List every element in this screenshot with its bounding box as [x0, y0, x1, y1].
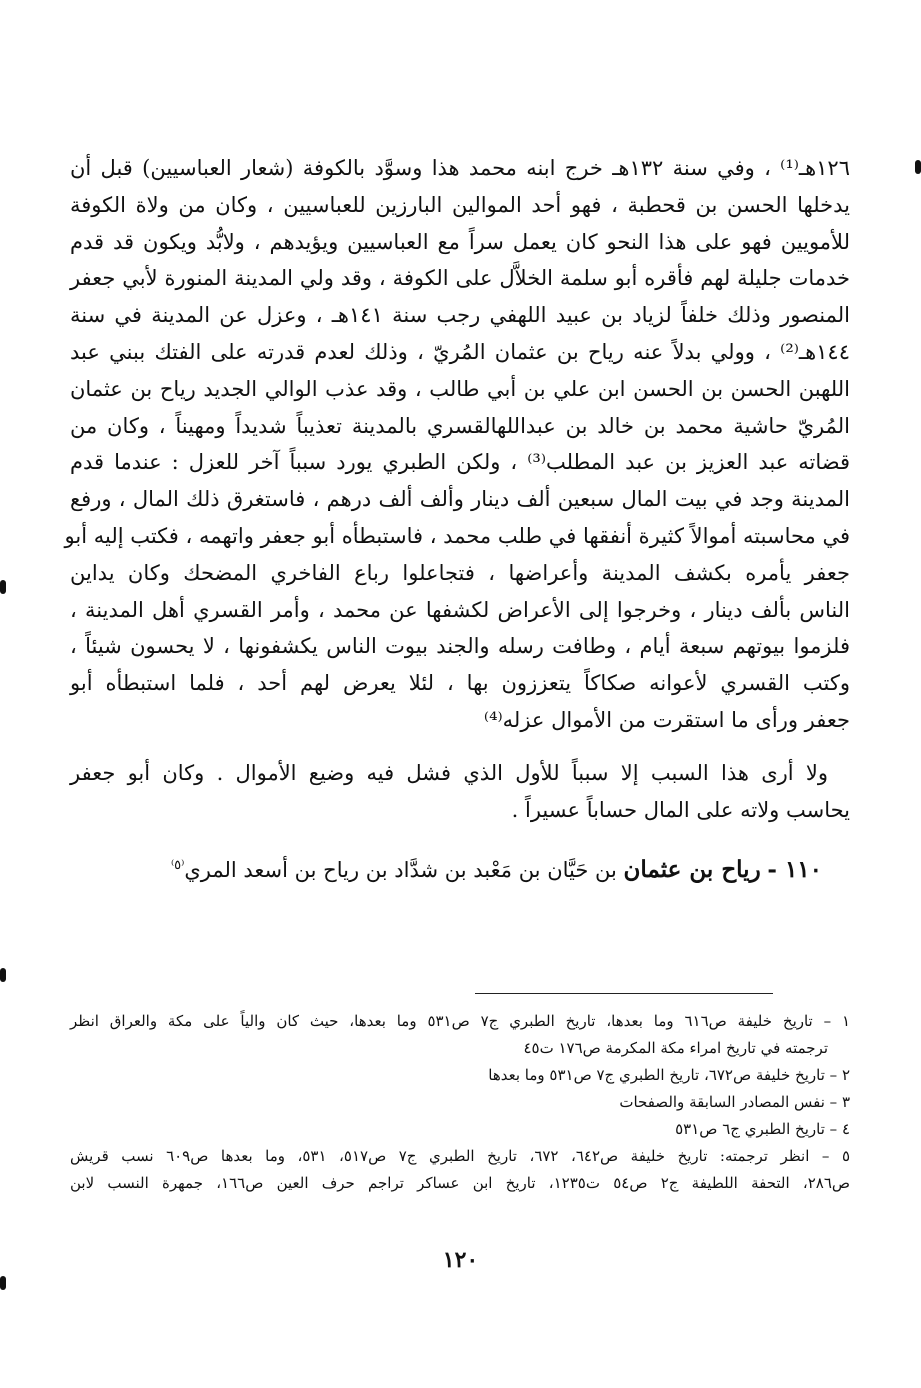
scan-edge-mark — [0, 968, 6, 982]
paragraph-gap — [70, 739, 850, 755]
text-line: خدمات جليلة لهم فأقره أبو سلمة الخلاَّل على الكوفة ، وقد ولي المدينة المنورة لأبي جعفر — [70, 266, 850, 291]
text-line: يدخلها الحسن بن قحطبة ، فهو أحد الموالين البارزين للعباسيين ، وكان من ولاة الكوفة — [70, 192, 850, 217]
entry-name: رياح بن عثمان — [623, 856, 761, 884]
text-line: وكتب القسري لأعوانه صكاكاً يتعززون بها ، لئلا يعرض لهم أحد ، فلما استبطأه أبو — [70, 671, 850, 696]
scan-edge-mark — [0, 580, 6, 594]
scan-edge-mark — [0, 1276, 6, 1290]
entry-lineage: بن حَيَّان بن مَعْبد بن شدَّاد بن رياح بن أسعد المري — [184, 858, 617, 883]
text-line: يحاسب ولاته على المال حساباً عسيراً . — [511, 797, 850, 822]
text-line: الناس بألف دينار ، وخرجوا إلى الأعراض لكشفها عن محمد ، وأمر القسري أهل المدينة ، — [70, 597, 850, 622]
main-text — [64, 150, 851, 886]
text-line: ١٢٦هـ⁽¹⁾ ، وفي سنة ١٣٢هـ خرج ابنه محمد هذا وسوَّد بالكوفة (شعار العباسيين) قبل أن — [70, 156, 850, 180]
entry-heading — [70, 846, 850, 886]
text-line: ١٤٤هـ⁽²⁾ ، وولي بدلاً عنه رياح بن عثمان المُريّ ، وذلك لعدم قدرته على الفتك ببني عبد — [70, 339, 850, 364]
page-number: ١٢٠ — [442, 1247, 479, 1273]
text-line: جعفر يأمره بكشف المدينة وأعراضها ، فتجاعلوا رباع الفاخري المضحك وكان يداين — [70, 560, 850, 585]
text-line: للأمويين فهو على هذا النحو كان يعمل سراً مع العباسيين ويؤيدهم ، ولابُّد ويكون قد قدم — [70, 229, 850, 254]
footnote-separator — [475, 993, 773, 994]
text-line: المنصور وذلك خلفاً لزياد بن عبيد اللهفي رجب سنة ١٤١هـ ، وعزل عن المدينة في سنة — [70, 303, 850, 328]
entry-number: ١١٠ - — [767, 856, 822, 884]
text-line: المدينة وجد في بيت المال سبعين ألف دينار وألف ألف درهم ، فاستغرق ذلك المال ، ورفع — [70, 487, 850, 512]
scan-edge-mark — [915, 160, 921, 174]
footnote-line: ترجمته في تاريخ امراء مكة المكرمة ص١٧٦ ت٤٥ — [523, 1039, 828, 1057]
footnote-marker: ⁽٥⁾ — [170, 858, 185, 874]
text-line: اللهبن الحسن بن الحسن ابن علي بن أبي طالب ، وقد عذب الوالي الجديد رياح بن عثمان — [70, 376, 850, 401]
footnotes — [70, 1008, 850, 1197]
text-line: جعفر ورأى ما استقرت من الأموال عزله⁽⁴⁾ — [483, 707, 850, 732]
text-line: المُريّ حاشية محمد بن خالد بن عبداللهالقسري بالمدينة تعذيباً شديداً ومهيناً ، وكان من — [70, 413, 850, 438]
text-line: فلزموا بيوتهم سبعة أيام ، وطافت رسله والجند بيوت الناس يكشفونها ، لا يحسون شيئاً ، — [70, 634, 850, 659]
footnote-line: ١ – تاريخ خليفة ص٦١٦ وما بعدها، تاريخ الطبري ج٧ ص٥٣١ وما بعدها، حيث كان والياً على مكة والعراق انظر — [70, 1012, 850, 1030]
footnote-line: ٢ – تاريخ خليفة ص٦٧٢، تاريخ الطبري ج٧ ص٥٣١ وما بعدها — [488, 1066, 850, 1084]
footnote-line: ص٢٨٦، التحفة اللطيفة ج٢ ص٥٤ ت١٢٣٥، تاريخ ابن عساكر تراجم حرف العين ص١٦٦، جمهرة النسب لابن — [70, 1174, 851, 1192]
footnote-line: ٥ – انظر ترجمته: تاريخ خليفة ص٦٤٢، ٦٧٢، تاريخ الطبري ج٧ ص٥١٧، ٥٣١، وما بعدها ص٦٠٩ نسب قريش — [70, 1147, 850, 1165]
text-line: في محاسبته أموالاً كثيرة أنفقها في طلب محمد ، فاستبطأه أبو جعفر واتهمه ، فكتب إليه أبو — [64, 523, 850, 548]
text-line: قضاته عبد العزيز بن عبد المطلب⁽³⁾ ، ولكن الطبري يورد سبباً آخر للعزل : عندما قدم — [70, 450, 851, 475]
footnote-line: ٤ – تاريخ الطبري ج٦ ص٥٣١ — [675, 1120, 850, 1138]
footnote-line: ٣ – نفس المصادر السابقة والصفحات — [619, 1093, 850, 1111]
text-line: ولا أرى هذا السبب إلا سبباً للأول الذي فشل فيه وضيع الأموال . وكان أبو جعفر — [70, 760, 828, 785]
